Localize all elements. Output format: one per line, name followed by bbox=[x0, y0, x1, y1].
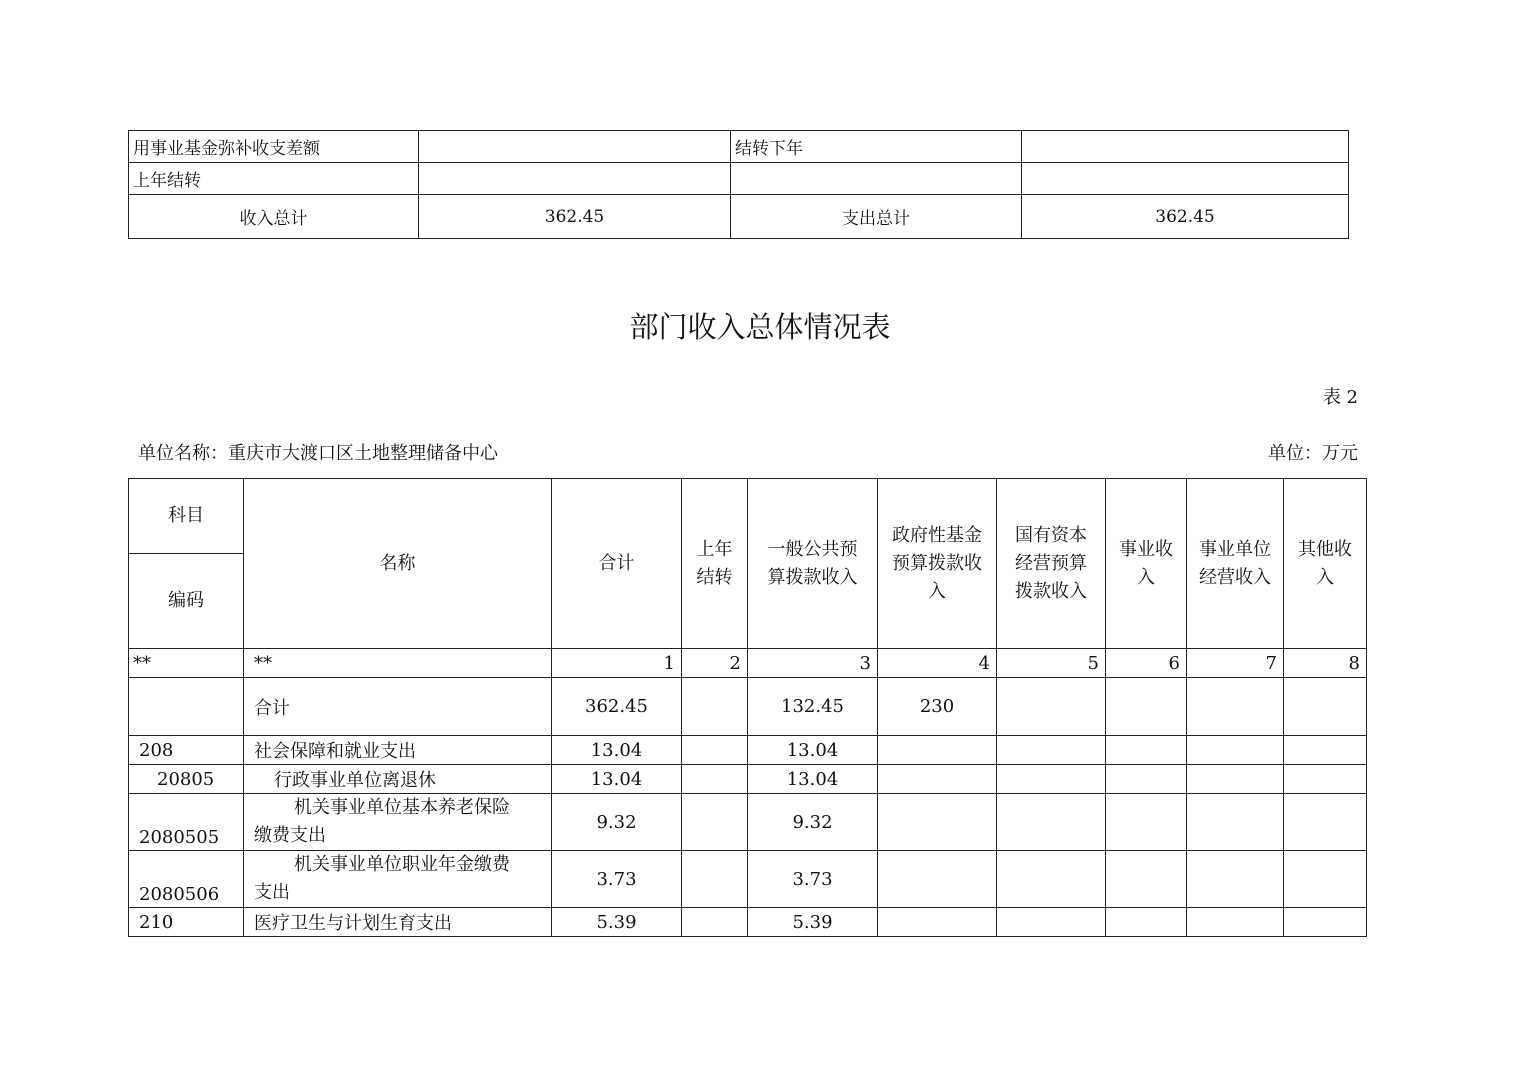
total-prev bbox=[682, 678, 748, 736]
income-summary-table bbox=[128, 478, 1367, 937]
header-other-income: 其他收入 bbox=[1284, 479, 1367, 649]
row-empty bbox=[878, 736, 997, 765]
row-empty bbox=[878, 908, 997, 937]
row-empty bbox=[1187, 736, 1284, 765]
cell-value bbox=[419, 131, 731, 163]
header-total: 合计 bbox=[552, 479, 682, 649]
row-code: 20805 bbox=[129, 765, 244, 794]
page-title: 部门收入总体情况表 bbox=[629, 310, 891, 344]
row-total: 13.04 bbox=[552, 736, 682, 765]
header-code: 编码 bbox=[129, 554, 244, 649]
row-name-line: 机关事业单位基本养老保险 bbox=[294, 797, 510, 818]
header-unit-operating: 事业单位经营收入 bbox=[1187, 479, 1284, 649]
total-row bbox=[129, 678, 1367, 736]
index-1: 1 bbox=[552, 649, 682, 678]
unit-name: 单位名称：重庆市大渡口区土地整理储备中心 bbox=[138, 443, 498, 464]
table-row bbox=[129, 908, 1367, 937]
row-empty bbox=[1187, 908, 1284, 937]
index-code: ** bbox=[129, 649, 244, 678]
table-row bbox=[129, 851, 1367, 908]
total-code bbox=[129, 678, 244, 736]
cell-label: 上年结转 bbox=[129, 163, 419, 195]
header-gov-fund: 政府性基金预算拨款收入 bbox=[878, 479, 997, 649]
table-row bbox=[129, 163, 1349, 195]
header-prev-year: 上年结转 bbox=[682, 479, 748, 649]
row-code: 208 bbox=[129, 736, 244, 765]
header-state-capital: 国有资本经营预算拨款收入 bbox=[997, 479, 1106, 649]
expense-total-label: 支出总计 bbox=[731, 195, 1022, 239]
row-code: 210 bbox=[129, 908, 244, 937]
header-name: 名称 bbox=[244, 479, 552, 649]
index-row bbox=[129, 649, 1367, 678]
row-name bbox=[244, 794, 552, 851]
total-other bbox=[1284, 678, 1367, 736]
index-7: 7 bbox=[1187, 649, 1284, 678]
row-empty bbox=[682, 794, 748, 851]
row-empty bbox=[1187, 851, 1284, 908]
row-empty bbox=[682, 765, 748, 794]
cell-value bbox=[1022, 163, 1349, 195]
row-empty bbox=[1106, 908, 1187, 937]
index-2: 2 bbox=[682, 649, 748, 678]
row-empty bbox=[1284, 736, 1367, 765]
header-general-budget: 一般公共预算拨款收入 bbox=[748, 479, 878, 649]
row-empty bbox=[1284, 794, 1367, 851]
cell-label: 结转下年 bbox=[731, 131, 1022, 163]
row-name-line: 缴费支出 bbox=[254, 825, 326, 846]
total-general: 132.45 bbox=[748, 678, 878, 736]
header-row bbox=[129, 479, 1367, 554]
total-amount: 362.45 bbox=[552, 678, 682, 736]
row-general: 9.32 bbox=[748, 794, 878, 851]
cell-label bbox=[731, 163, 1022, 195]
row-name bbox=[244, 851, 552, 908]
row-empty bbox=[878, 794, 997, 851]
index-6: 6 bbox=[1106, 649, 1187, 678]
total-gov-fund: 230 bbox=[878, 678, 997, 736]
continued-summary-table bbox=[128, 130, 1349, 239]
row-empty bbox=[1106, 851, 1187, 908]
row-general: 5.39 bbox=[748, 908, 878, 937]
unit-label: 单位：万元 bbox=[1268, 443, 1358, 464]
row-empty bbox=[682, 908, 748, 937]
row-empty bbox=[1187, 765, 1284, 794]
table-row bbox=[129, 765, 1367, 794]
header-subject: 科目 bbox=[129, 479, 244, 554]
total-name: 合计 bbox=[244, 678, 552, 736]
row-total: 9.32 bbox=[552, 794, 682, 851]
row-code: 2080505 bbox=[129, 794, 244, 851]
cell-value bbox=[1022, 131, 1349, 163]
cell-value bbox=[419, 163, 731, 195]
row-empty bbox=[1284, 765, 1367, 794]
row-empty bbox=[682, 736, 748, 765]
header-business-income: 事业收入 bbox=[1106, 479, 1187, 649]
total-business bbox=[1106, 678, 1187, 736]
row-name-line: 支出 bbox=[254, 882, 290, 903]
row-total: 5.39 bbox=[552, 908, 682, 937]
index-5: 5 bbox=[997, 649, 1106, 678]
row-empty bbox=[1106, 765, 1187, 794]
table-row bbox=[129, 736, 1367, 765]
row-total: 13.04 bbox=[552, 765, 682, 794]
row-general: 13.04 bbox=[748, 736, 878, 765]
row-empty bbox=[1106, 736, 1187, 765]
expense-total-value: 362.45 bbox=[1022, 195, 1349, 239]
total-state bbox=[997, 678, 1106, 736]
row-empty bbox=[682, 851, 748, 908]
row-empty bbox=[1284, 851, 1367, 908]
row-total: 3.73 bbox=[552, 851, 682, 908]
index-4: 4 bbox=[878, 649, 997, 678]
row-code: 2080506 bbox=[129, 851, 244, 908]
cell-label: 用事业基金弥补收支差额 bbox=[129, 131, 419, 163]
row-empty bbox=[878, 851, 997, 908]
row-empty bbox=[997, 851, 1106, 908]
row-general: 13.04 bbox=[748, 765, 878, 794]
row-empty bbox=[997, 794, 1106, 851]
index-3: 3 bbox=[748, 649, 878, 678]
table-number: 表 2 bbox=[1322, 387, 1358, 408]
row-name: 行政事业单位离退休 bbox=[244, 765, 552, 794]
row-name-line: 机关事业单位职业年金缴费 bbox=[294, 854, 510, 875]
row-name: 社会保障和就业支出 bbox=[244, 736, 552, 765]
total-operating bbox=[1187, 678, 1284, 736]
table-row bbox=[129, 131, 1349, 163]
table-row bbox=[129, 794, 1367, 851]
index-name: ** bbox=[244, 649, 552, 678]
row-name: 医疗卫生与计划生育支出 bbox=[244, 908, 552, 937]
index-8: 8 bbox=[1284, 649, 1367, 678]
row-empty bbox=[878, 765, 997, 794]
income-total-value: 362.45 bbox=[419, 195, 731, 239]
row-empty bbox=[997, 736, 1106, 765]
row-empty bbox=[997, 765, 1106, 794]
table-row bbox=[129, 195, 1349, 239]
row-general: 3.73 bbox=[748, 851, 878, 908]
row-empty bbox=[997, 908, 1106, 937]
row-empty bbox=[1106, 794, 1187, 851]
income-total-label: 收入总计 bbox=[129, 195, 419, 239]
row-empty bbox=[1284, 908, 1367, 937]
row-empty bbox=[1187, 794, 1284, 851]
